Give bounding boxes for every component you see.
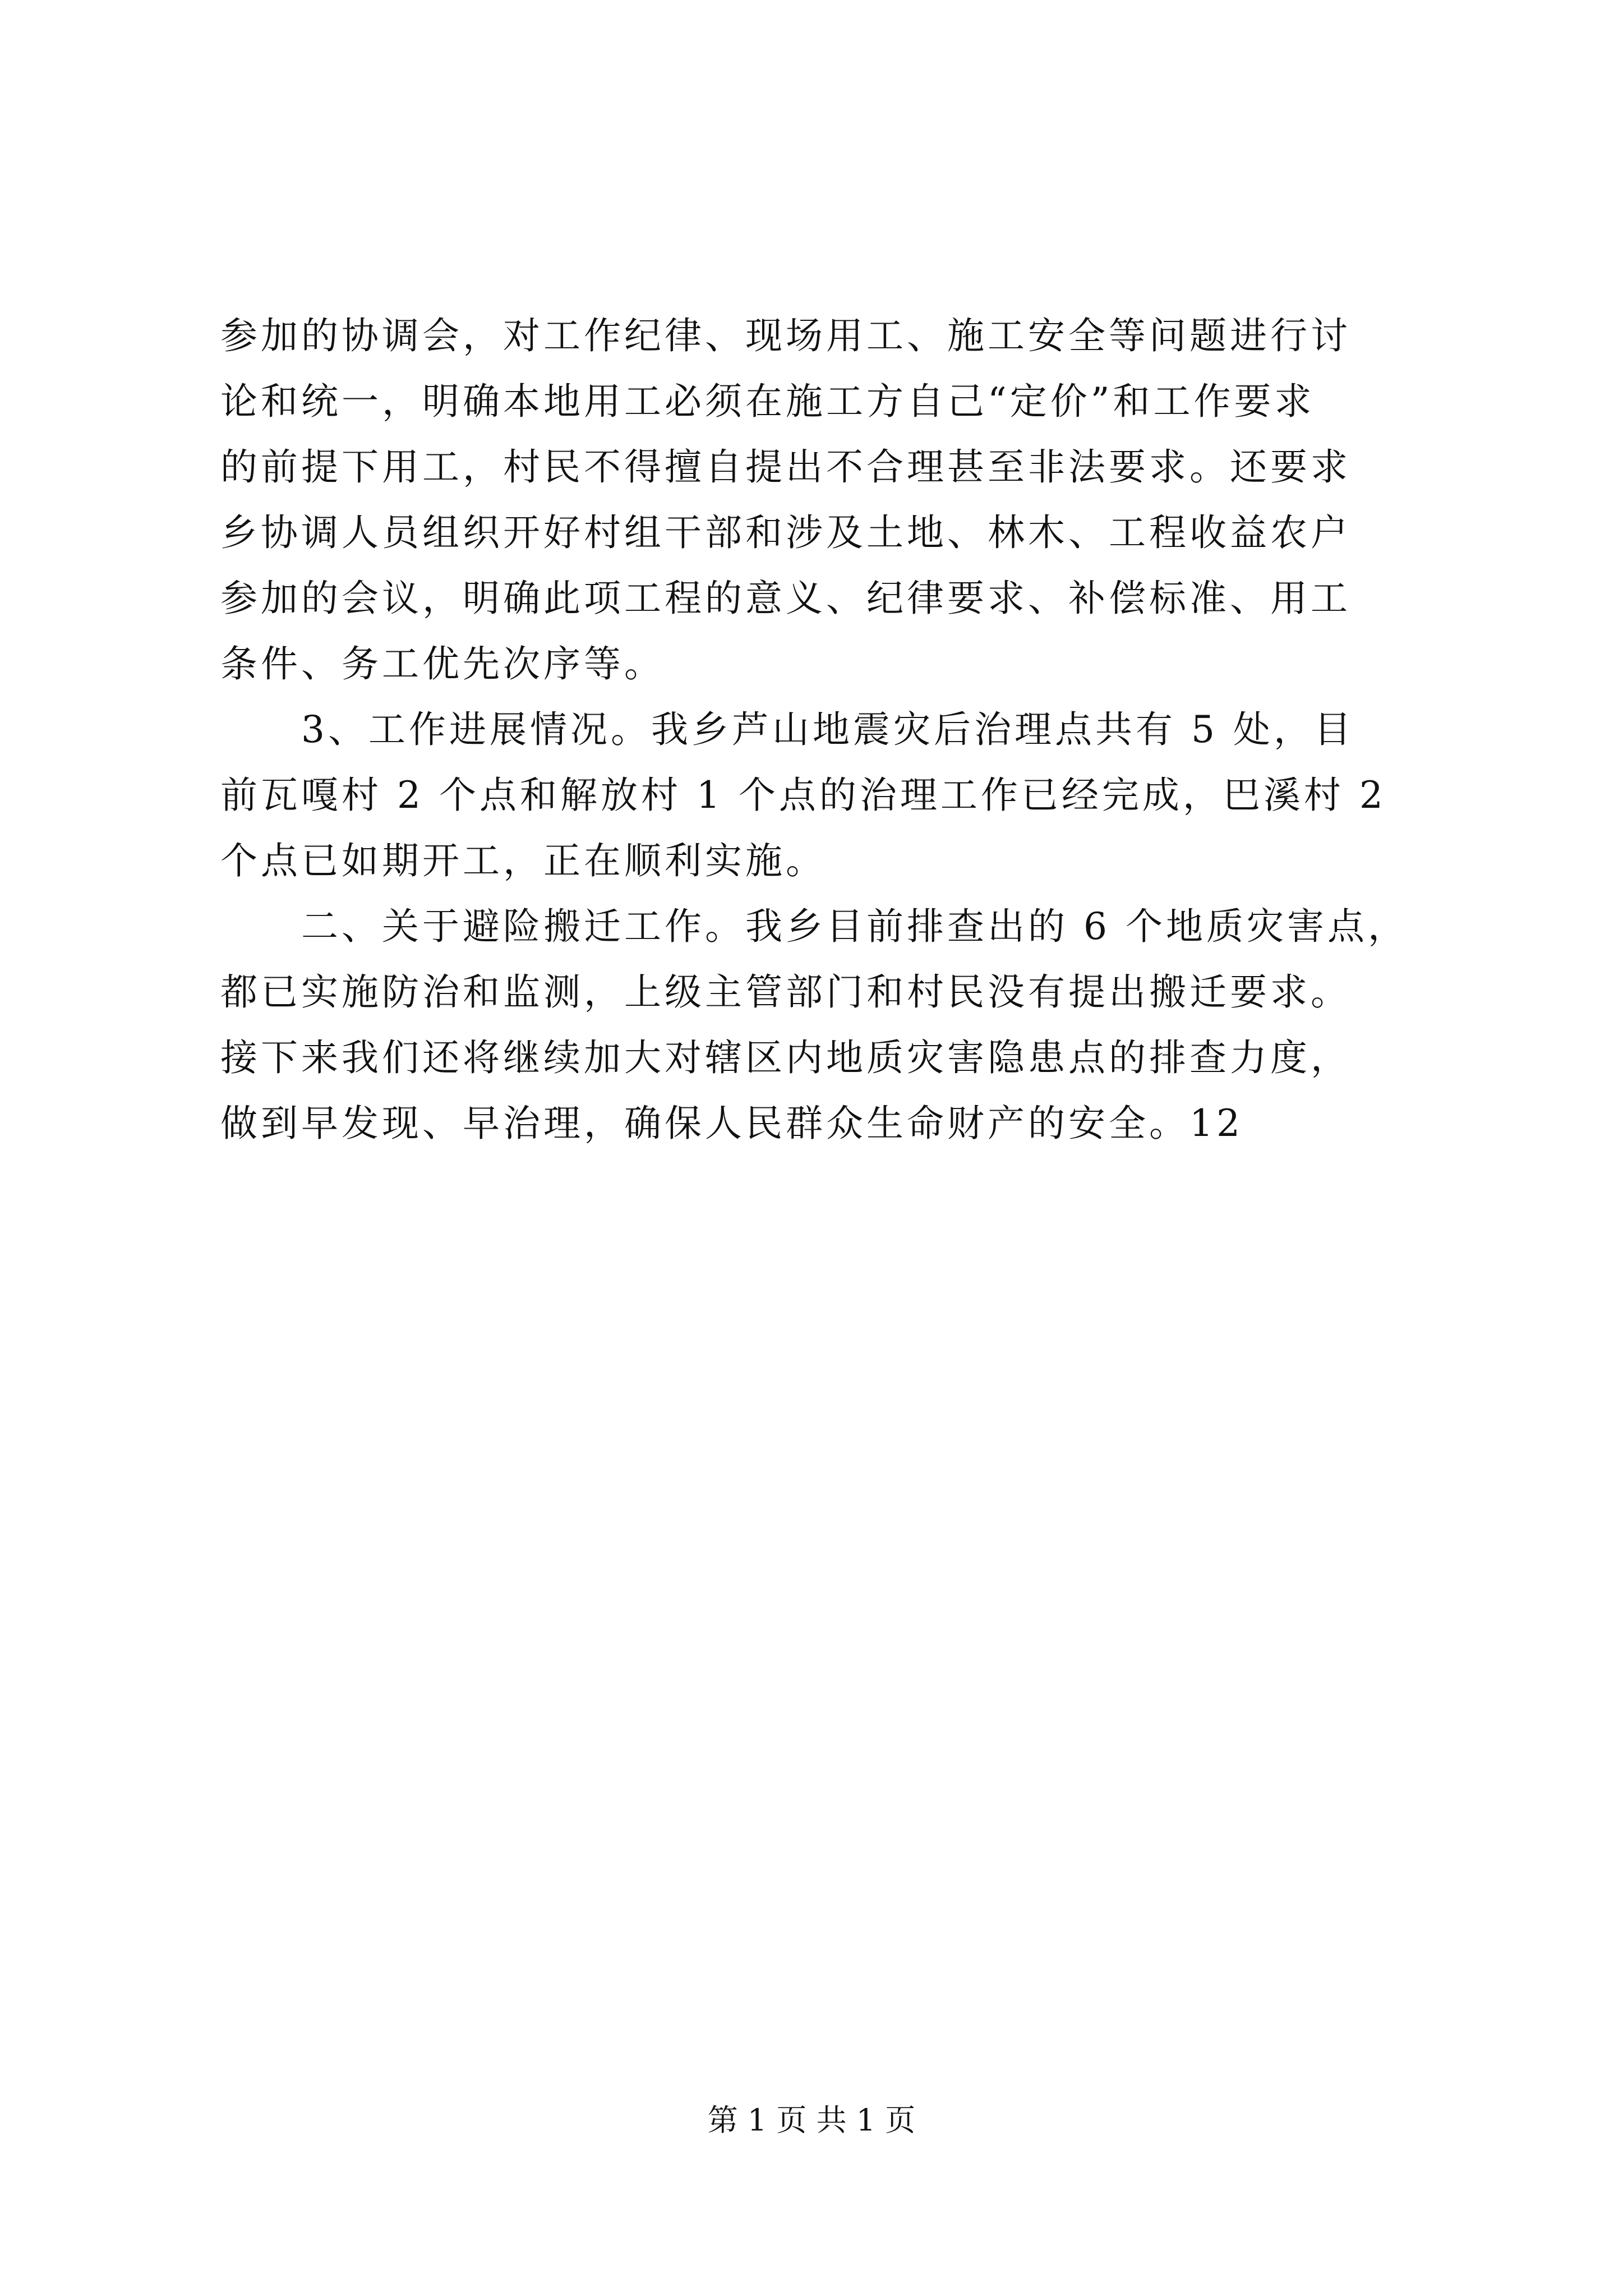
text-line: 参加的会议，明确此项工程的意义、纪律要求、补偿标准、用工 (220, 577, 1351, 620)
text-line: 做到早发现、早治理，确保人民群众生命财产的安全。12 (220, 1102, 1243, 1145)
text-line: 前瓦嘎村 2 个点和解放村 1 个点的治理工作已经完成，巴溪村 2 (220, 774, 1386, 817)
text-line: 条件、务工优先次序等。 (220, 642, 665, 685)
text-line: 二、关于避险搬迁工作。我乡目前排查出的 6 个地质灾害点， (220, 905, 1408, 948)
text-line: 接下来我们还将继续加大对辖区内地质灾害隐患点的排查力度， (220, 1036, 1351, 1079)
text-line: 论和统一，明确本地用工必须在施工方自己“定价”和工作要求 (220, 380, 1315, 423)
text-line: 参加的协调会，对工作纪律、现场用工、施工安全等问题进行讨 (220, 314, 1351, 357)
paragraph-coordination-meeting (220, 303, 1415, 697)
text-line: 都已实施防治和监测，上级主管部门和村民没有提出搬迁要求。 (220, 970, 1351, 1014)
text-line: 个点已如期开工，正在顺利实施。 (220, 839, 826, 882)
document-body (220, 303, 1415, 1156)
page-footer (0, 2101, 1623, 2140)
text-line: 的前提下用工，村民不得擅自提出不合理甚至非法要求。还要求 (220, 445, 1351, 489)
paragraph-relocation-work (220, 894, 1415, 1156)
paragraph-work-progress (220, 697, 1415, 894)
text-line: 乡协调人员组织开好村组干部和涉及土地、林木、工程收益农户 (220, 511, 1351, 554)
page-number-label: 第 1 页 共 1 页 (707, 2102, 916, 2138)
text-line: 3、工作进展情况。我乡芦山地震灾后治理点共有 5 处，目 (220, 708, 1354, 751)
